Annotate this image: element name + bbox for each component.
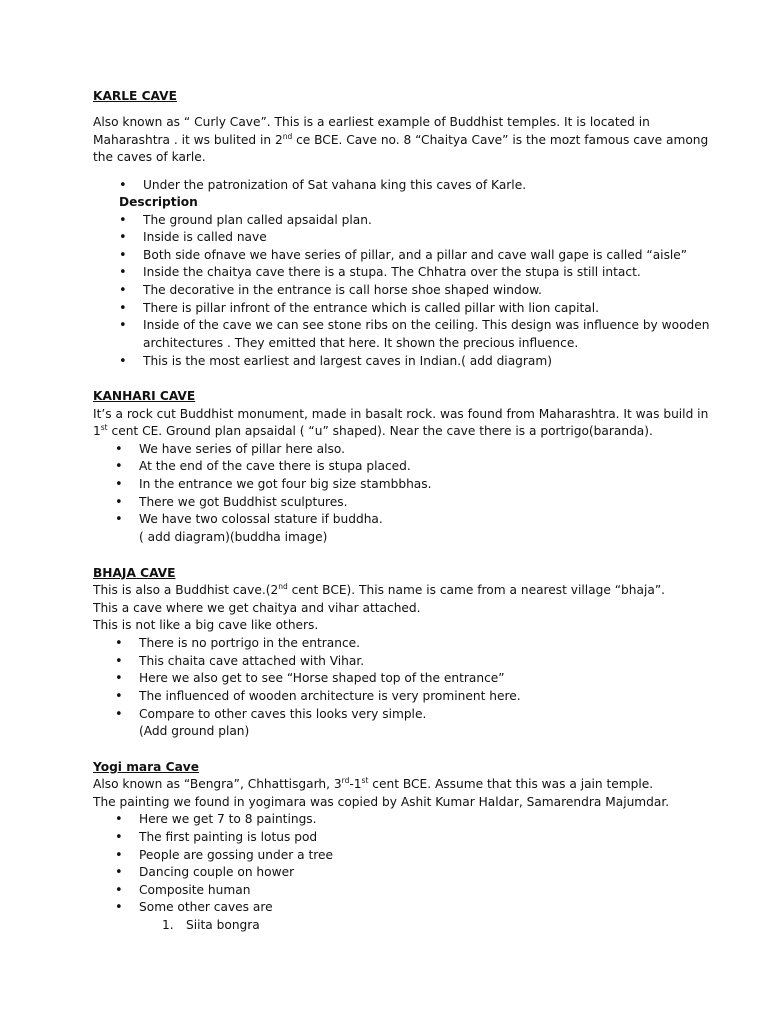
list-item: • The decorative in the entrance is call horse shoe shaped window. <box>143 282 542 299</box>
list-item: • Inside of the cave we can see stone ribs on the ceiling. This design was influence by wooden <box>143 317 710 334</box>
list-item: • There is pillar infront of the entrance which is called pillar with lion capital. <box>143 300 599 317</box>
text-run: 1 <box>93 424 101 438</box>
heading-bhaja-cave: BHAJA CAVE <box>93 566 176 580</box>
list-item: • The influenced of wooden architecture is very prominent here. <box>139 688 521 705</box>
description-label: Description <box>119 195 198 209</box>
superscript: rd <box>341 776 350 785</box>
list-item: • Composite human <box>139 882 250 899</box>
superscript: nd <box>278 582 288 591</box>
kanhari-intro-line <box>93 423 653 440</box>
list-item: • Inside is called nave <box>143 229 267 246</box>
text-run: -1 <box>349 777 362 791</box>
list-item: • Inside the chaitya cave there is a stupa. The Chhatra over the stupa is still intact. <box>143 264 641 281</box>
numbered-item: Siita bongra <box>186 918 260 932</box>
list-item: • The ground plan called apsaidal plan. <box>143 212 372 229</box>
superscript: st <box>100 423 108 432</box>
text-run: cent BCE. Assume that this was a jain temple. <box>368 777 654 791</box>
text-run: Also known as “Bengra”, Chhattisgarh, 3 <box>93 777 342 791</box>
list-item: • The first painting is lotus pod <box>139 829 317 846</box>
list-item: • This is the most earliest and largest caves in Indian.( add diagram) <box>143 353 552 370</box>
text-run: cent CE. Ground plan apsaidal ( “u” shaped). Near the cave there is a portrigo(baranda). <box>107 424 653 438</box>
heading-yogi-mara-cave: Yogi mara Cave <box>93 760 200 774</box>
list-item: • There we got Buddhist sculptures. <box>139 494 348 511</box>
karle-intro-line: Also known as “ Curly Cave”. This is a earliest example of Buddhist temples. It is located in <box>93 115 650 129</box>
bhaja-intro-line: This a cave where we get chaitya and vihar attached. <box>93 601 421 615</box>
kanhari-intro-line: It’s a rock cut Buddhist monument, made in basalt rock. was found from Maharashtra. It was build in <box>93 407 709 421</box>
text-run: ce BCE. Cave no. 8 “Chaitya Cave” is the mozt famous cave among <box>292 133 709 147</box>
text-run: cent BCE). This name is came from a nearest village “bhaja”. <box>287 583 666 597</box>
list-item-continuation: architectures . They emitted that here. It shown the precious influence. <box>143 336 579 350</box>
yogimara-intro-line <box>93 776 653 793</box>
list-item: • This chaita cave attached with Vihar. <box>139 653 364 670</box>
note: ( add diagram)(buddha image) <box>139 530 328 544</box>
heading-karle-cave: KARLE CAVE <box>93 89 177 103</box>
karle-intro-line: the caves of karle. <box>93 150 206 164</box>
list-item: • Here we also get to see “Horse shaped top of the entrance” <box>139 670 505 687</box>
list-item: • Both side ofnave we have series of pillar, and a pillar and cave wall gape is called “aisle” <box>143 247 687 264</box>
list-item: • We have series of pillar here also. <box>139 441 345 458</box>
list-item: • We have two colossal stature if buddha. <box>139 511 383 528</box>
list-item: • At the end of the cave there is stupa placed. <box>139 458 411 475</box>
text-run: This is also a Buddhist cave.(2 <box>93 583 279 597</box>
list-item: • Dancing couple on hower <box>139 864 294 881</box>
list-item: • Under the patronization of Sat vahana king this caves of Karle. <box>143 177 526 194</box>
list-item: • Compare to other caves this looks very simple. <box>139 706 426 723</box>
bhaja-intro-line: This is not like a big cave like others. <box>93 618 319 632</box>
superscript: nd <box>282 132 293 141</box>
numbered-item-marker: 1. <box>162 918 174 932</box>
note: (Add ground plan) <box>139 724 250 738</box>
list-item: • In the entrance we got four big size stambbhas. <box>139 476 431 493</box>
karle-intro-line <box>93 132 708 149</box>
list-item: • People are gossing under a tree <box>139 847 333 864</box>
yogimara-intro-line: The painting we found in yogimara was copied by Ashit Kumar Haldar, Samarendra Majumdar. <box>93 795 670 809</box>
heading-kanhari-cave: KANHARI CAVE <box>93 389 196 403</box>
list-item: • Some other caves are <box>139 899 273 916</box>
text-run: Maharashtra . it ws bulited in 2 <box>93 133 283 147</box>
list-item: • Here we get 7 to 8 paintings. <box>139 811 317 828</box>
list-item: • There is no portrigo in the entrance. <box>139 635 360 652</box>
bhaja-intro-line <box>93 582 665 599</box>
superscript: st <box>361 776 369 785</box>
